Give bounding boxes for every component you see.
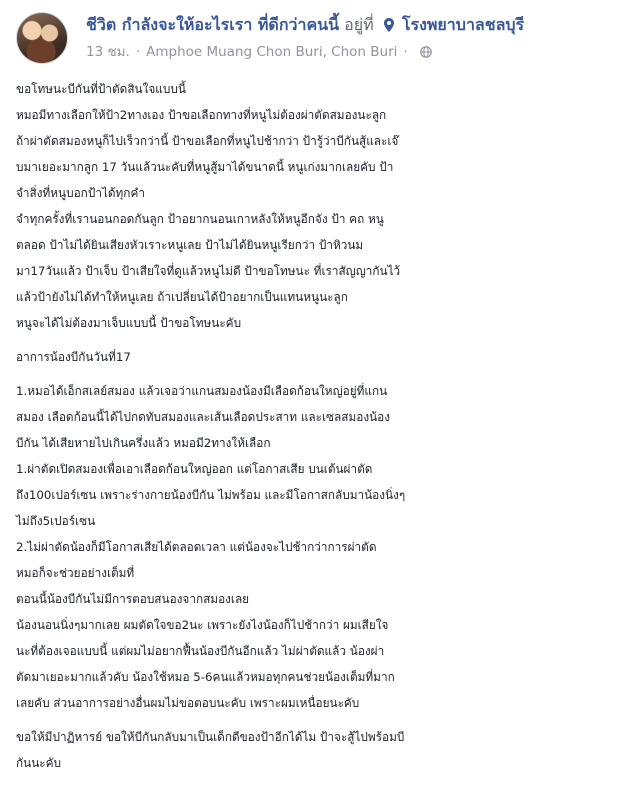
globe-icon[interactable] — [420, 46, 432, 58]
post-text-line: ขอให้มีปาฏิหารย์ ขอให้บีกันกลับมาเป็นเด็กดีของป้าอีกได้ไม ป้าจะสู้ไปพร้อมบี — [16, 730, 405, 744]
post-text-line: ตลอด ป้าไม่ได้ยินเสียงหัวเราะหนูเลย ป้าไม่ได้ยินหนูเรียกว่า ป้าหิวนม — [16, 238, 364, 252]
post-paragraph — [16, 76, 636, 336]
post-text-line: มา17วันแล้ว ป้าเจ็บ ป้าเสียใจที่ดูแล้วหนูไม่ดี ป้าขอโทษนะ ที่เราสัญญากันไว้ — [16, 264, 401, 278]
post-text-line: นะที่ต้องเจอแบบนี้ แต่ผมไม่อยากฟื้นน้องบีกันอีกแล้ว ไม่ผ่าตัดแล้ว น้องผ่า — [16, 644, 385, 658]
post-text-line: หนูจะได้ไม่ต้องมาเจ็บแบบนี้ ป้าขอโทษนะคับ — [16, 316, 242, 330]
post-text-line: ตัดมาเยอะมากแล้วคับ น้องใช้หมอ 5-6คนแล้วหมอทุกคนช่วยน้องเต็มที่มาก — [16, 670, 395, 684]
post-text-line: ถึง100เปอร์เซน เพราะร่างกายน้องบีกัน ไม่พร้อม และมีโอกาสกลับมาน้องนิ่งๆ — [16, 488, 406, 502]
post-text-line: 1.หมอได้เอ็กสเลย์สมอง แล้วเจอว่าแกนสมองน้องมีเลือดก้อนใหญ่อยู่ที่แกน — [16, 384, 388, 398]
post-paragraph — [16, 724, 636, 776]
post-text-line: สมอง เลือดก้อนนี้ได้ไปกดทับสมองและเส้นเลือดประสาท และเซลสมองน้อง — [16, 410, 390, 424]
post-text-line: อาการน้องบีกันวันที่17 — [16, 350, 131, 364]
post-paragraph — [16, 378, 636, 716]
post-text-line: จำทุกครั้งที่เรานอนกอดกันลูก ป้าอยากนอนเกาหลังให้หนูอีกจัง ป้า คถ หนู — [16, 212, 384, 226]
post-text-line: บมาเยอะมากลูก 17 วันแล้วนะคับที่หนูสู้มาได้ขนาดนี้ หนูเก่งมากเลยคับ ป้า — [16, 160, 394, 174]
post-text-line: จำสิ่งที่หนูบอกป้าได้ทุกคำ — [16, 186, 145, 200]
meta-separator: · — [403, 44, 408, 60]
post-text-line: 2.ไม่ผ่าตัดน้องก็มีโอกาสเสียได้ตลอดเวลา แต่น้องจะไปช้ากว่าการผ่าตัด — [16, 540, 377, 554]
author-name-link[interactable]: ชีวิต กำลังจะให้อะไรเรา ที่ดีกว่าคนนี้ — [86, 15, 340, 34]
post-text-line: ขอโทษนะบีกันที่ป้าตัดสินใจแบบนี้ — [16, 82, 186, 96]
timestamp-link[interactable]: 13 ชม. — [86, 44, 130, 60]
post-text-line: ไม่ถึง5เปอร์เซน — [16, 514, 96, 528]
post-text-line: น้องนอนนิ่งๆมากเลย ผมตัดใจขอ2นะ เพราะยังไงน้องก็ไปช้ากว่า ผมเสียใจ — [16, 618, 389, 632]
post-text-line: กันนะคับ — [16, 756, 61, 770]
post-meta — [86, 42, 432, 62]
meta-separator: · — [135, 44, 141, 60]
place-link[interactable]: โรงพยาบาลชลบุรี — [401, 15, 525, 34]
at-label: อยู่ที่ — [344, 15, 374, 34]
post-text-line: แล้วป้ายังไม่ได้ทำให้หนูเลย ถ้าเปลี่ยนได้ป้าอยากเป็นแทนหนูนะลูก — [16, 290, 348, 304]
avatar[interactable] — [16, 12, 68, 64]
post-text-line: 1.ผ่าตัดเปิดสมองเพื่อเอาเลือดก้อนใหญ่ออก แต่โอกาสเสีย บนเต้นผ่าตัด — [16, 462, 373, 476]
post-text-line: หมอมีทางเลือกให้ป้า2ทางเอง ป้าขอเลือกทางที่หนูไม่ต้องผ่าตัดสมองนะลูก — [16, 108, 387, 122]
post-text-line: ถ้าผ่าตัดสมองหนูก็ไปเร็วกว่านี้ ป้าขอเลือกที่หนูไปช้ากว่า ป้ารู้ว่าบีกันสู้และเจ๊ — [16, 134, 399, 148]
post-text-line: ตอนนี้น้องบีกันไม่มีการตอบสนองจากสมองเลย — [16, 592, 250, 606]
location-link[interactable]: Amphoe Muang Chon Buri, Chon Buri — [146, 44, 398, 60]
post-text-line: บีกัน ได้เสียหายไปเกินครึ่งแล้ว หมอมี2ทางให้เลือก — [16, 436, 271, 450]
post-text-line: หมอก็จะช่วยอย่างเต็มที่ — [16, 566, 135, 580]
post-body — [16, 76, 636, 784]
post-title-line — [86, 14, 630, 36]
post-header — [12, 10, 630, 66]
location-pin-icon — [384, 18, 394, 32]
post-paragraph — [16, 344, 636, 370]
post-text-line: เลยคับ ส่วนอาการอย่างอื่นผมไม่ขอตอบนะคับ เพราะผมเหนื่อยนะคับ — [16, 696, 360, 710]
